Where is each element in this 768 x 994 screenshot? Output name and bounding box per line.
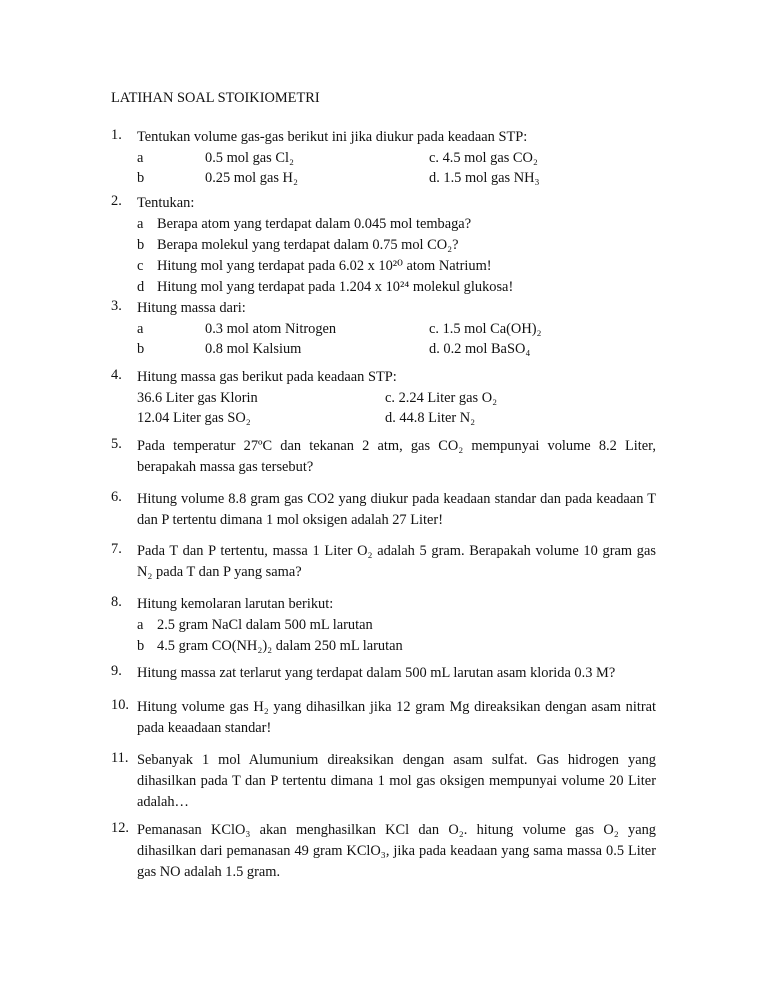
option-letter: b — [137, 341, 145, 357]
option-text: d. 1.5 mol gas NH₃ — [429, 170, 540, 186]
option-text: 4.5 gram CO(NH₂)₂ dalam 250 mL larutan — [157, 638, 403, 654]
question-number: 9. — [111, 663, 122, 679]
option-text: 0.3 mol atom Nitrogen — [205, 321, 337, 337]
question-text: Pada T dan P tertentu, massa 1 Liter O₂ adalah 5 gram. Berapakah volume 10 gram gas N₂ pada T dan P yang sama? — [137, 543, 656, 580]
question-text: Hitung volume gas H₂ yang dihasilkan jika 12 gram Mg direaksikan dengan asam nitrat pada keaadaan standar! — [137, 699, 656, 736]
question-text: Pada temperatur 27ºC dan tekanan 2 atm, gas CO₂ mempunyai volume 8.2 Liter, berapakah massa gas tersebut? — [137, 438, 656, 475]
option-text: Berapa atom yang terdapat dalam 0.045 mol tembaga? — [157, 216, 472, 232]
option-text: Berapa molekul yang terdapat dalam 0.75 mol CO₂? — [157, 237, 459, 253]
option-letter: d — [137, 279, 145, 295]
question-text: Tentukan: — [137, 195, 195, 211]
option-text: c. 1.5 mol Ca(OH)₂ — [429, 321, 542, 337]
option-text: c. 4.5 mol gas CO₂ — [429, 150, 538, 166]
question-number: 5. — [111, 436, 122, 452]
question-number: 4. — [111, 367, 122, 383]
question-1 — [111, 127, 656, 188]
question-number: 11. — [111, 750, 129, 766]
option-text: 2.5 gram NaCl dalam 500 mL larutan — [157, 617, 373, 633]
option-text: c. 2.24 Liter gas O₂ — [385, 390, 498, 406]
option-letter: b — [137, 170, 145, 186]
question-6 — [111, 489, 656, 531]
option-text: 36.6 Liter gas Klorin — [137, 390, 258, 406]
question-7 — [111, 541, 656, 583]
option-letter: c — [137, 258, 144, 274]
question-12 — [111, 820, 656, 883]
question-8 — [111, 594, 656, 657]
question-10 — [111, 697, 656, 739]
question-9 — [111, 663, 656, 684]
question-3 — [111, 298, 656, 359]
question-text: Hitung massa zat terlarut yang terdapat dalam 500 mL larutan asam klorida 0.3 M? — [137, 665, 616, 681]
question-5 — [111, 436, 656, 478]
question-number: 10. — [111, 697, 129, 713]
option-text: Hitung mol yang terdapat pada 6.02 x 10²⁰ atom Natrium! — [157, 258, 492, 274]
option-text: 0.25 mol gas H₂ — [205, 170, 298, 186]
page-title: LATIHAN SOAL STOIKIOMETRI — [111, 90, 320, 106]
option-text: 0.8 mol Kalsium — [205, 341, 302, 357]
question-number: 1. — [111, 127, 122, 143]
question-number: 12. — [111, 820, 129, 836]
option-letter: b — [137, 237, 145, 253]
option-letter: a — [137, 321, 144, 337]
question-number: 3. — [111, 298, 122, 314]
question-11 — [111, 750, 656, 813]
question-number: 7. — [111, 541, 122, 557]
question-text: Hitung massa dari: — [137, 300, 246, 316]
option-letter: a — [137, 150, 144, 166]
question-text: Pemanasan KClO₃ akan menghasilkan KCl dan O₂. hitung volume gas O₂ yang dihasilkan dari pemanasan 49 gram KClO₃, jika pada keadaan yang sama massa 0.5 Liter gas NO adalah 1.5 gram. — [137, 822, 656, 880]
question-text: Tentukan volume gas-gas berikut ini jika diukur pada keadaan STP: — [137, 129, 528, 145]
option-text: d. 44.8 Liter N₂ — [385, 410, 476, 426]
question-text: Hitung volume 8.8 gram gas CO2 yang diukur pada keadaan standar dan pada keadaan T dan P tertentu dimana 1 mol oksigen adalah 27 Liter! — [137, 491, 656, 528]
option-letter: a — [137, 216, 144, 232]
option-text: Hitung mol yang terdapat pada 1.204 x 10²⁴ molekul glukosa! — [157, 279, 514, 295]
question-number: 2. — [111, 193, 122, 209]
question-4 — [111, 367, 656, 428]
option-text: 0.5 mol gas Cl₂ — [205, 150, 294, 166]
option-text: d. 0.2 mol BaSO₄ — [429, 341, 531, 357]
question-number: 8. — [111, 594, 122, 610]
question-2 — [111, 193, 656, 298]
question-text: Hitung massa gas berikut pada keadaan STP: — [137, 369, 397, 385]
question-number: 6. — [111, 489, 122, 505]
option-letter: a — [137, 617, 144, 633]
question-text: Hitung kemolaran larutan berikut: — [137, 596, 334, 612]
option-letter: b — [137, 638, 145, 654]
option-text: 12.04 Liter gas SO₂ — [137, 410, 251, 426]
question-text: Sebanyak 1 mol Alumunium direaksikan dengan asam sulfat. Gas hidrogen yang dihasilkan pada T dan P tertentu dimana 1 mol gas oksigen mempunyai volume 20 Liter adalah… — [137, 752, 656, 810]
